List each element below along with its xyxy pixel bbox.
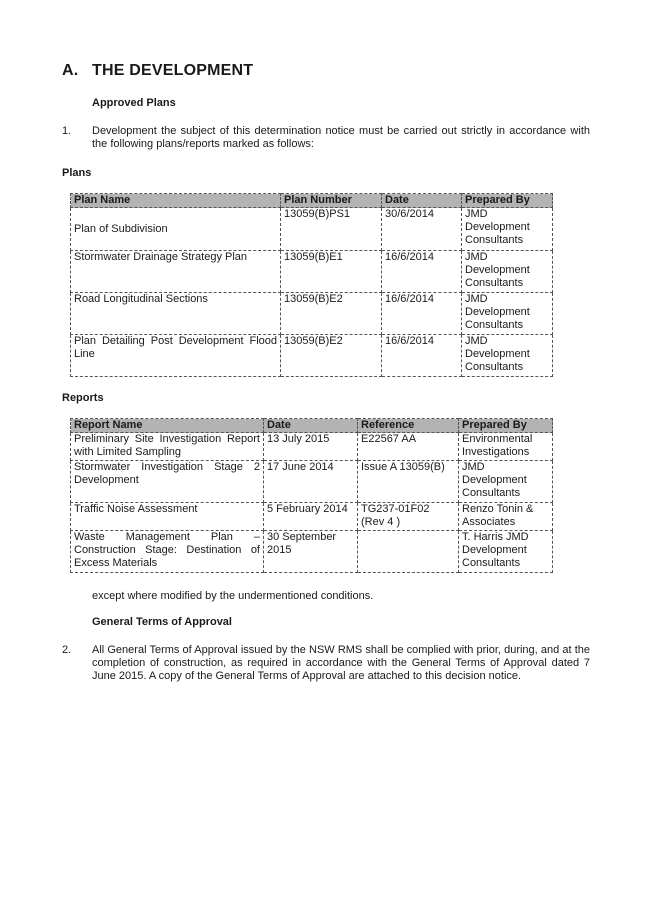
- general-terms-heading: General Terms of Approval: [92, 616, 232, 628]
- plan-prepared-by-cell: JMD Development Consultants: [462, 335, 553, 377]
- table-row: [71, 251, 553, 293]
- section-number: A.: [62, 62, 79, 79]
- plans-header-date: Date: [382, 194, 462, 208]
- reports-label: Reports: [62, 392, 104, 404]
- plan-date-cell: 30/6/2014: [382, 208, 462, 251]
- table-row: [71, 433, 553, 461]
- plans-header-prepared-by: Prepared By: [462, 194, 553, 208]
- plans-table: [70, 193, 553, 377]
- reports-header-report-name: Report Name: [71, 419, 264, 433]
- table-row: [71, 208, 553, 251]
- plan-number-cell: 13059(B)PS1: [281, 208, 382, 251]
- report-name-cell: Preliminary Site Investigation Report with Limited Sampling: [71, 433, 264, 461]
- plan-number-cell: 13059(B)E1: [281, 251, 382, 293]
- plan-number-cell: 13059(B)E2: [281, 293, 382, 335]
- plan-name-cell: Road Longitudinal Sections: [71, 293, 281, 335]
- reports-header-reference: Reference: [358, 419, 459, 433]
- plans-table-header: [71, 194, 553, 208]
- table-row: [71, 531, 553, 573]
- report-reference-cell: [358, 531, 459, 573]
- reports-header-prepared-by: Prepared By: [459, 419, 553, 433]
- condition-1-text: Development the subject of this determination notice must be carried out strictly in accordance with the following plans/reports marked as follows:: [92, 125, 590, 150]
- condition-2-number: 2.: [62, 644, 72, 656]
- report-date-cell: 13 July 2015: [264, 433, 358, 461]
- condition-2-text: All General Terms of Approval issued by the NSW RMS shall be complied with prior, during, and at the completion of construction, as required in accordance with the General Terms of Approval dated 7 June 2015. A copy of the General Terms of Approval are attached to this decision notice.: [92, 644, 590, 682]
- report-prepared-by-cell: Renzo Tonin & Associates: [459, 503, 553, 531]
- report-prepared-by-cell: Environmental Investigations: [459, 433, 553, 461]
- report-prepared-by-cell: JMD Development Consultants: [459, 461, 553, 503]
- table-row: [71, 461, 553, 503]
- report-prepared-by-cell: T. Harris JMD Development Consultants: [459, 531, 553, 573]
- table-row: [71, 503, 553, 531]
- plans-label: Plans: [62, 167, 92, 179]
- plans-header-plan-number: Plan Number: [281, 194, 382, 208]
- plan-prepared-by-cell: JMD Development Consultants: [462, 208, 553, 251]
- report-reference-cell: TG237-01F02 (Rev 4 ): [358, 503, 459, 531]
- report-date-cell: 5 February 2014: [264, 503, 358, 531]
- table-row: [71, 293, 553, 335]
- plan-name-cell: Plan of Subdivision: [74, 223, 168, 235]
- report-name-cell: Waste Management Plan – Construction Stage: Destination of Excess Materials: [71, 531, 264, 573]
- section-heading: [62, 62, 253, 80]
- plan-name-cell: Plan Detailing Post Development Flood Line: [71, 335, 281, 377]
- plan-date-cell: 16/6/2014: [382, 251, 462, 293]
- plan-date-cell: 16/6/2014: [382, 293, 462, 335]
- report-date-cell: 17 June 2014: [264, 461, 358, 503]
- table-row: [71, 335, 553, 377]
- plan-date-cell: 16/6/2014: [382, 335, 462, 377]
- plan-name-cell: Stormwater Drainage Strategy Plan: [71, 251, 281, 293]
- plan-number-cell: 13059(B)E2: [281, 335, 382, 377]
- approved-plans-heading: Approved Plans: [92, 97, 176, 109]
- report-name-cell: Stormwater Investigation Stage 2 Development: [71, 461, 264, 503]
- reports-table: [70, 418, 553, 573]
- reports-table-header: [71, 419, 553, 433]
- report-reference-cell: E22567 AA: [358, 433, 459, 461]
- report-date-cell: 30 September 2015: [264, 531, 358, 573]
- plan-prepared-by-cell: JMD Development Consultants: [462, 293, 553, 335]
- report-name-cell: Traffic Noise Assessment: [71, 503, 264, 531]
- reports-header-date: Date: [264, 419, 358, 433]
- section-title: THE DEVELOPMENT: [92, 62, 254, 79]
- plans-header-plan-name: Plan Name: [71, 194, 281, 208]
- except-text: except where modified by the undermentioned conditions.: [92, 590, 374, 602]
- plan-prepared-by-cell: JMD Development Consultants: [462, 251, 553, 293]
- condition-1-number: 1.: [62, 125, 72, 137]
- report-reference-cell: Issue A 13059(B): [358, 461, 459, 503]
